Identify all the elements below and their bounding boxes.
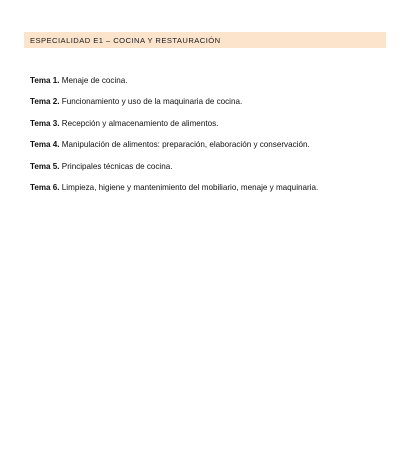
topic-text: Funcionamiento y uso de la maquinaria de cocina. (61, 97, 243, 107)
topic-text: Manipulación de alimentos: preparación, elaboración y conservación. (61, 140, 310, 150)
topic-label: Tema 5. (30, 161, 60, 171)
topic-text: Recepción y almacenamiento de alimentos. (61, 118, 219, 128)
section-title: ESPECIALIDAD E1 – COCINA Y RESTAURACIÓN (30, 35, 221, 45)
topic-list (30, 73, 400, 201)
topic-text: Limpieza, higiene y mantenimiento del mobiliario, menaje y maquinaria. (61, 182, 319, 192)
topic-item-4 (30, 137, 400, 158)
topic-label: Tema 1. (30, 76, 60, 85)
topic-item-1 (30, 73, 400, 94)
topic-label: Tema 4. (30, 140, 60, 150)
topic-item-2 (30, 94, 400, 115)
topic-label: Tema 6. (30, 182, 60, 192)
topic-text: Principales técnicas de cocina. (61, 161, 173, 171)
topic-item-6 (30, 180, 400, 201)
topic-label: Tema 2. (30, 97, 60, 107)
topic-item-5 (30, 159, 400, 180)
topic-label: Tema 3. (30, 118, 60, 128)
topic-text: Menaje de cocina. (61, 76, 128, 85)
topic-item-3 (30, 116, 400, 137)
section-header (24, 32, 386, 48)
